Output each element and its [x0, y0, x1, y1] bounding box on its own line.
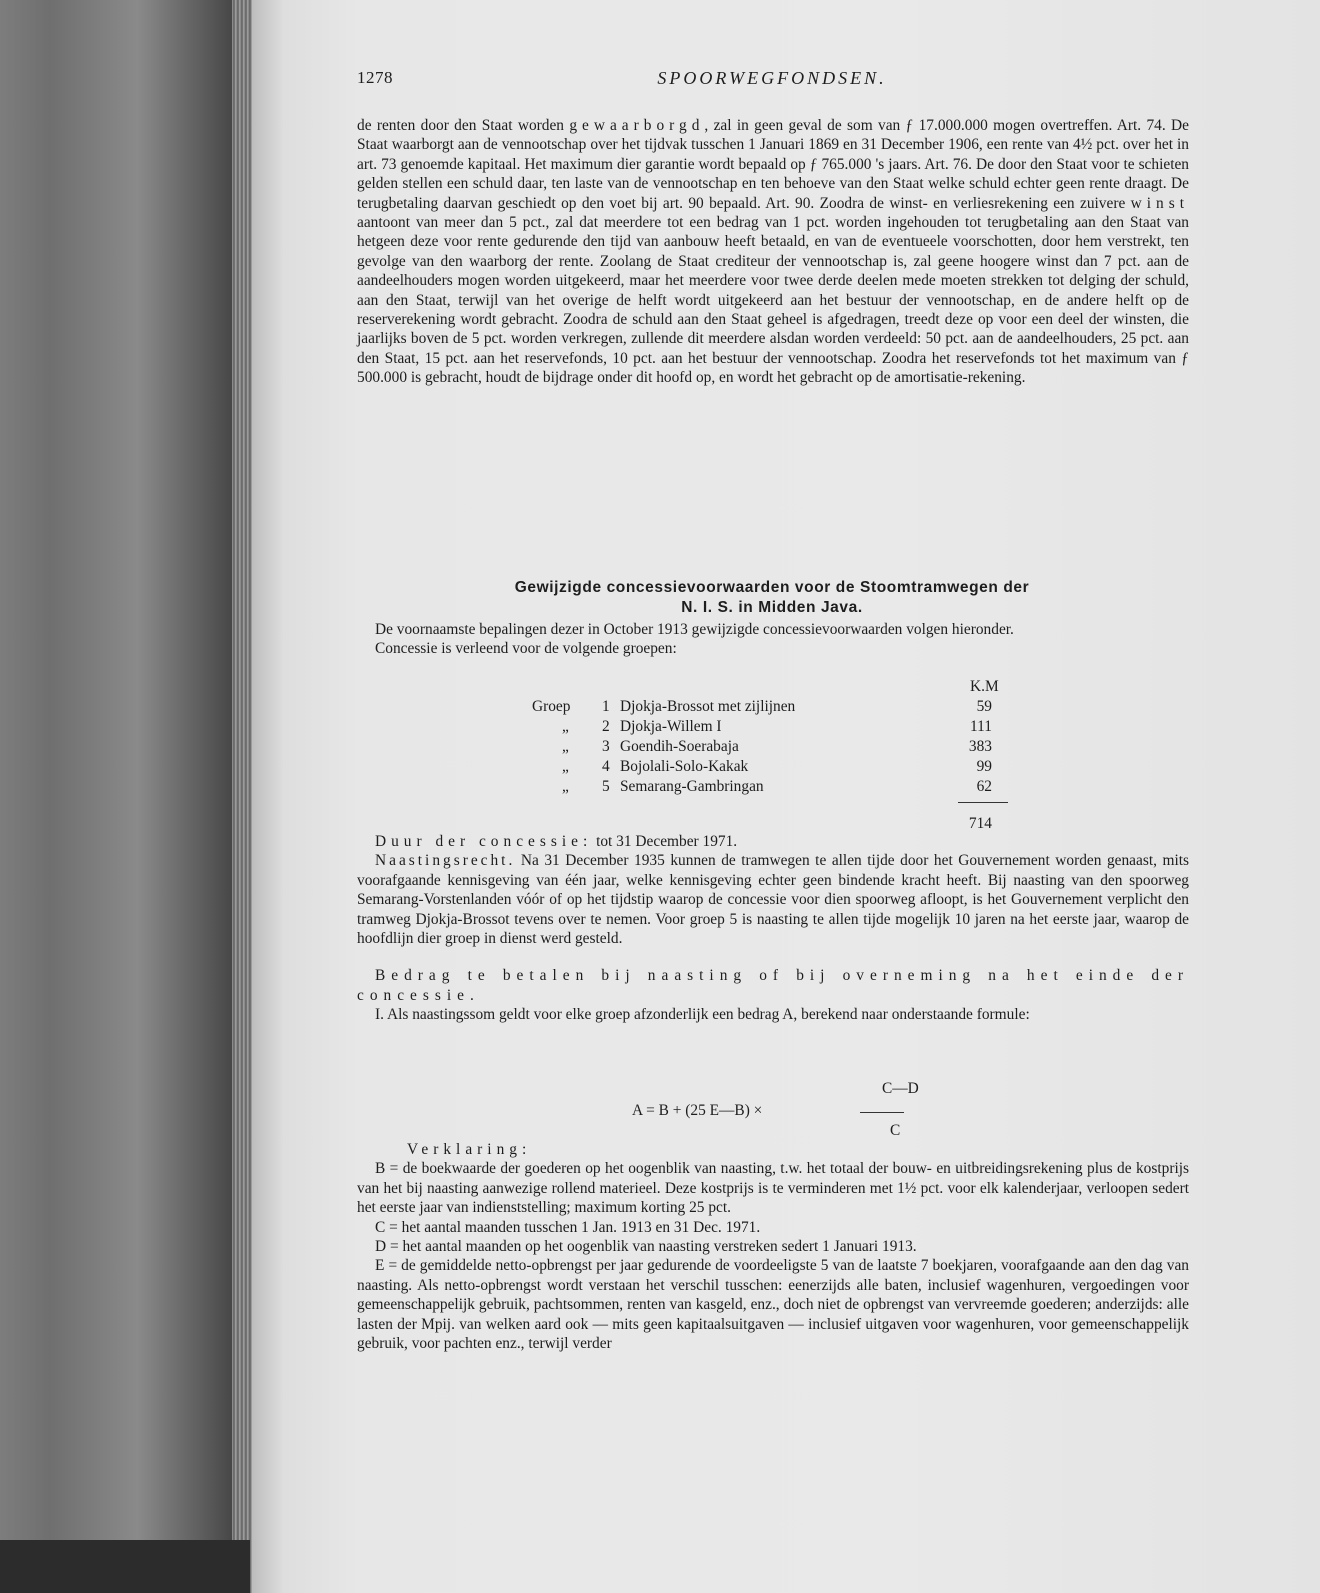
verklaring-label: Verklaring: — [407, 1141, 532, 1158]
book-cover — [0, 1540, 250, 1593]
item-i: I. Als naastingssom geldt voor elke groep afzonderlijk een bedrag A, berekend naar onderstaande formule: — [375, 1006, 1030, 1024]
formula-denominator: C — [890, 1122, 901, 1139]
definition-e: E = de gemiddelde netto-opbrengst per jaar gedurende de voordeeligste 5 van de laatste 7 boekjaren, voorafgaande aan den dag van naasting. Als netto-opbrengst wordt verstaan het verschil tusschen: eenerzijds alle baten, inclusief wagenhuren, vergoedingen voor gemeenschappelijk gebruik, pachtsommen, renten van kasgeld, enz., doch niet de opbrengst van vervreemde goederen; anderzijds: alle lasten der Mpij. van welken aard ook — mits geen kapitaalsuitgaven — inclusief uitgaven voor wagenhuren, voor gemeenschappelijk gebruik, voor pachten enz., terwijl verder — [357, 1257, 1189, 1353]
total-km: 714 — [968, 815, 992, 832]
fraction-bar — [860, 1112, 904, 1113]
concession-terms: Duur der concessie: tot 31 December 1971. Naastingsrecht. Na 31 December 1935 kunnen de tramwegen te allen tijde door het Gouvernement worden genaast, mits voorafgaande kennisgeving van één jaar, welke kennisgeving echter geen bindende kracht heeft. Bij naasting van den spoorweg Semarang-Vorstenlanden vóór of op het tijdstip waarop de concessie voor dien spoorweg afloopt, is het Gouvernement verplicht den tramweg Djokja-Brossot tevens over te nemen. Voor groep 5 is naasting te allen tijde mogelijk 10 jaren na het eerste jaar, waarop de hoofdlijn dier groep in dienst werd gesteld. Bedrag te betalen bij naasting of bij overneming na het einde der concessie. I. Als naastingssom geldt voor elke groep afzonderlijk een bedrag A, berekend naar onderstaande formule: — [357, 833, 1189, 1024]
page-header — [357, 68, 1187, 92]
subheading: Bedrag te betalen bij naasting of bij overneming na het einde der concessie. — [357, 967, 1189, 1004]
spaced-term: winst — [1130, 194, 1189, 212]
formula-numerator: C—D — [882, 1080, 919, 1097]
spaced-term: gewaarborgd — [569, 117, 705, 134]
definition-d: D = het aantal maanden op het oogenblik van naasting verstreken sedert 1 Januari 1913. — [375, 1238, 917, 1256]
page-number: 1278 — [357, 68, 393, 87]
section-heading: Gewijzigde concessievoorwaarden voor de Stoomtramwegen der N. I. S. in Midden Java. — [514, 579, 1030, 616]
running-title: SPOORWEGFONDSEN. — [657, 68, 887, 88]
intro-text: De voornaamste bepalingen dezer in October 1913 gewijzigde concessievoorwaarden volgen hieronder. Concessie is verleend voor de volgende groepen: — [375, 621, 1014, 658]
formula-lhs: A = B + (25 E—B) × — [632, 1102, 763, 1119]
sum-rule — [958, 802, 1008, 803]
book-spine — [0, 0, 250, 1593]
spaced-term: Duur der concessie: — [375, 833, 593, 850]
book-page: 1278 SPOORWEGFONDSEN. de renten door den Staat worden gewaarborgd, zal in geen geval de som van ƒ 17.000.000 mogen overtreffen. Art. 74. De Staat waarborgt aan de vennootschap over het tijdvak tusschen 1 Januari 1869 en 31 December 1906, een rente van 4½ pct. over het in art. 73 genoemde kapitaal. Het maximum dier garantie wordt bepaald op ƒ 765.000 's jaars. Art. 76. De door den Staat voor te schieten gelden stellen een schuld daar, ten laste van de vennootschap en ten behoeve van den Staat welke schuld echter geen rente draagt. De terugbetaling daarvan geschiedt op den voet bij art. 90 bepaald. Art. 90. Zoodra de winst- en verliesrekening een zuivere winst aantoont van meer dan 5 pct., zal dat meerdere tot een bedrag van 1 pct. worden ingehouden tot terugbetaling aan den Staat van hetgeen deze voor rente gedurende den tijd van aanbouw heeft betaald, en van de eventueele voorschotten, door hem verstrekt, ten gevolge van den waarborg der rente. Zoolang de Staat crediteur der vennootschap is, zal geene hoogere winst dan 7 pct. aan de aandeelhouders mogen worden uitgekeerd, maar het meerdere voor twee derde deelen mede moeten strekken tot delging der schuld, aan den Staat, terwijl van het overige de helft wordt uitgekeerd aan het bestuur der vennootschap, en de andere helft op de reserverekening wordt gebracht. Zoodra de schuld aan den Staat geheel is afgedragen, treedt deze op voor een deel der winsten, die jaarlijks boven de 5 pct. worden verkregen, zullende dit meerdere alsdan worden verdeeld: 50 pct. aan de aandeelhouders, 25 pct. aan den Staat, 15 pct. aan het reservefonds, 10 pct. aan het bestuur der vennootschap. Zoodra het reservefonds tot het maximum van ƒ 500.000 is gebracht, houdt de bijdrage onder dit hoofd op, en wordt het gebracht op de amortisatie-rekening. Gewijzigde concessievoorwaarden voor de Stoomtramwegen der N. I. S. in Midden Java. De voornaamste bepalingen dezer in October 1913 gewijzigde concessievoorwaarden volgen hieronder. Concessie is verleend voor de volgende groepen: K.M Groep 1 Djokja-Brossot met zijlijnen 59 „ 2 Djokja-Willem I 111 „ 3 Goendih-Soerabaja 383 „ 4 Bojolali-Solo-Kakak 99 „ 5 Semarang-Gambringan 62 714 Duur der concessie: tot 31 December 1971. Naastingsrecht. Na 31 December 1935 kunnen de tramwegen te allen tijde door het Gouvernement worden genaast, mits voorafgaande kennisgeving van één jaar, welke kennisgeving echter geen bindende kracht heeft. Bij naasting van den spoorweg Semarang-Vorstenlanden vóór of op het tijdstip waarop de concessie voor dien spoorweg afloopt, is het Gouvernement verplicht den tramweg Djokja-Brossot tevens over te nemen. Voor groep 5 is naasting te allen tijde mogelijk 10 jaren na het eerste jaar, waarop de hoofdlijn dier groep in dienst werd gesteld. Bedrag te betalen bij naasting of bij overneming na het einde der concessie. I. Als naastingssom geldt voor elke groep afzonderlijk een bedrag A, berekend naar onderstaande formule: C—D A = B + (25 E—B) × C Verklaring: B = de boekwaarde der goederen op het oogenblik van naasting, t.w. het totaal der bouw- en uitbreidingsrekening plus de kostprijs van het bij naasting aanwezige rollend materieel. Deze kostprijs is te verminderen met 1½ pct. voor elk kalenderjaar, verloopen sedert het eerste jaar van indienststelling; maximum korting 25 pct. C = het aantal maanden tusschen 1 Jan. 1913 en 31 Dec. 1971. D = het aantal maanden op het oogenblik van naasting verstreken sedert 1 Januari 1913. E = de gemiddelde netto-opbrengst per jaar gedurende de voordeeligste 5 van de laatste 7 boekjaren, voorafgaande aan den dag van naasting. Als netto-opbrengst wordt verstaan het verschil tusschen: eenerzijds alle baten, inclusief wagenhuren, vergoedingen voor gemeenschappelijk gebruik, pachtsommen, renten van kasgeld, enz., doch niet de opbrengst van vervreemde goederen; anderzijds: alle lasten der Mpij. van welken aard ook — mits geen kapitaalsuitgaven — inclusief uitgaven voor wagenhuren, voor gemeenschappelijk gebruik, voor pachten enz., terwijl verder — [252, 0, 1320, 1593]
page-edges — [232, 0, 252, 1593]
paragraph-text: de renten door den Staat worden gewaarborgd, zal in geen geval de som van ƒ 17.000.000 mogen overtreffen. Art. 74. De Staat waarborgt aan de vennootschap over het tijdvak tusschen 1 Januari 1869 en 31 December 1906, een rente van 4½ pct. over het in art. 73 genoemde kapitaal. Het maximum dier garantie wordt bepaald op ƒ 765.000 's jaars. Art. 76. De door den Staat voor te schieten gelden stellen een schuld daar, ten laste van de vennootschap en ten behoeve van den Staat welke schuld echter geen rente draagt. De terugbetaling daarvan geschiedt op den voet bij art. 90 bepaald. Art. 90. Zoodra de winst- en verliesrekening een zuivere winst aantoont van meer dan 5 pct., zal dat meerdere tot een bedrag van 1 pct. worden ingehouden tot terugbetaling aan den Staat van hetgeen deze voor rente gedurende den tijd van aanbouw heeft betaald, en van de eventueele voorschotten, door hem verstrekt, ten gevolge van den waarborg der rente. Zoolang de Staat crediteur der vennootschap is, zal geene hoogere winst dan 7 pct. aan de aandeelhouders mogen worden uitgekeerd, maar het meerdere voor twee derde deelen mede moeten strekken tot delging der schuld, aan den Staat, terwijl van het overige de helft wordt uitgekeerd aan het bestuur der vennootschap, en de andere helft op de reserverekening wordt gebracht. Zoodra de schuld aan den Staat geheel is afgedragen, treedt deze op voor een deel der winsten, die jaarlijks boven de 5 pct. worden verkregen, zullende dit meerdere alsdan worden verdeeld: 50 pct. aan de aandeelhouders, 25 pct. aan den Staat, 15 pct. aan het reservefonds, 10 pct. aan het bestuur der vennootschap. Zoodra het reservefonds tot het maximum van ƒ 500.000 is gebracht, houdt de bijdrage onder dit hoofd op, en wordt het gebracht op de amortisatie-rekening. — [357, 117, 1189, 387]
definition-b: B = de boekwaarde der goederen op het oogenblik van naasting, t.w. het totaal der bouw- en uitbreidingsrekening plus de kostprijs van het bij naasting aanwezige rollend materieel. Deze kostprijs is te verminderen met 1½ pct. voor elk kalenderjaar, verloopen sedert het eerste jaar van indienststelling; maximum korting 25 pct. — [357, 1160, 1189, 1217]
unit-header: K.M — [970, 678, 999, 695]
paragraph-guarantee — [357, 116, 1189, 388]
formula — [632, 1080, 932, 1140]
definitions — [357, 1140, 1189, 1353]
spaced-term: Naastingsrecht. — [375, 852, 516, 870]
definition-c: C = het aantal maanden tusschen 1 Jan. 1913 en 31 Dec. 1971. — [375, 1218, 761, 1236]
